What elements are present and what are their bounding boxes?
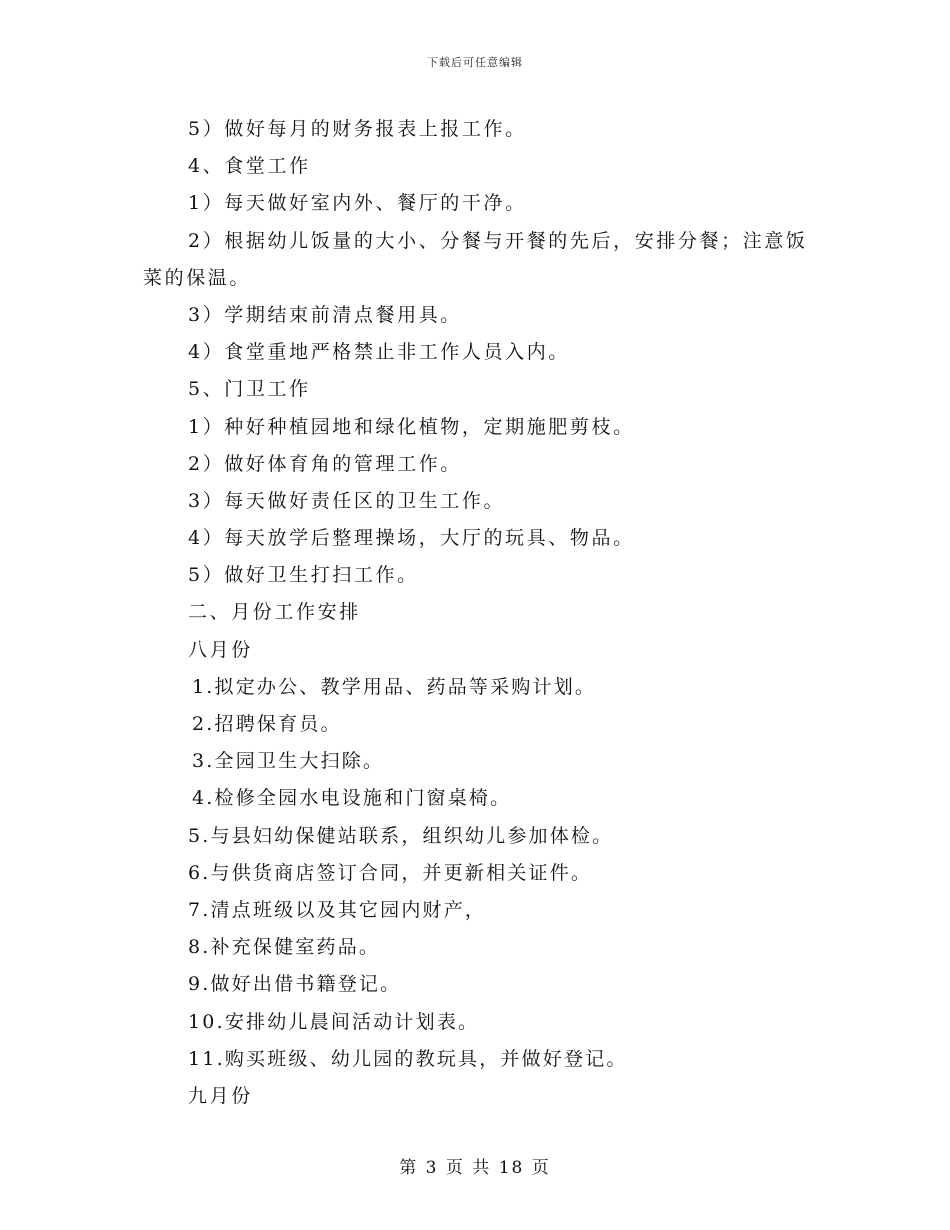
- paragraph-line: 5）做好卫生打扫工作。: [188, 564, 419, 587]
- list-item: 1.拟定办公、教学用品、药品等采购计划。: [192, 675, 597, 698]
- month-heading-august: 八月份: [188, 638, 253, 661]
- page-number-footer: 第 3 页 共 18 页: [399, 1158, 551, 1178]
- document-body: [143, 111, 823, 1115]
- paragraph-line: 1）每天做好室内外、餐厅的干净。: [188, 192, 527, 215]
- list-item: 2.招聘保育员。: [192, 713, 342, 735]
- list-item: 11.购买班级、幼儿园的教玩具，并做好登记。: [188, 1047, 628, 1070]
- paragraph-line: 4）食堂重地严格禁止非工作人员入内。: [188, 341, 570, 364]
- paragraph-line: 1）种好种植园地和绿化植物，定期施肥剪枝。: [188, 415, 635, 438]
- list-item: 10.安排幼儿晨间活动计划表。: [188, 1010, 480, 1033]
- section-heading-gatekeeper: 5、门卫工作: [188, 378, 311, 401]
- list-item: 5.与县妇幼保健站联系，组织幼儿参加体检。: [188, 824, 614, 847]
- list-item: 9.做好出借书籍登记。: [188, 973, 402, 996]
- paragraph-line: 3）学期结束前清点餐用具。: [188, 303, 462, 326]
- list-item: 6.与供货商店签订合同，并更新相关证件。: [188, 861, 593, 884]
- list-item: 4.检修全园水电设施和门窗桌椅。: [192, 787, 512, 810]
- list-item: 3.全园卫生大扫除。: [192, 750, 385, 773]
- paragraph-line-continuation: 菜的保温。: [143, 266, 252, 289]
- list-item: 7.清点班级以及其它园内财产，: [188, 898, 487, 921]
- paragraph-line: 5）做好每月的财务报表上报工作。: [188, 118, 527, 140]
- month-heading-september: 九月份: [188, 1084, 253, 1107]
- page-header-note: 下载后可任意编辑: [427, 56, 523, 69]
- paragraph-line: 2）做好体育角的管理工作。: [188, 452, 462, 475]
- paragraph-line: 4）每天放学后整理操场，大厅的玩具、物品。: [188, 527, 635, 550]
- paragraph-line: 2）根据幼儿饭量的大小、分餐与开餐的先后，安排分餐；注意饭: [188, 229, 808, 252]
- list-item: 8.补充保健室药品。: [188, 936, 381, 959]
- section-heading-canteen: 4、食堂工作: [188, 155, 311, 178]
- section-heading-monthly-plan: 二、月份工作安排: [188, 601, 361, 624]
- paragraph-line: 3）每天做好责任区的卫生工作。: [188, 489, 506, 512]
